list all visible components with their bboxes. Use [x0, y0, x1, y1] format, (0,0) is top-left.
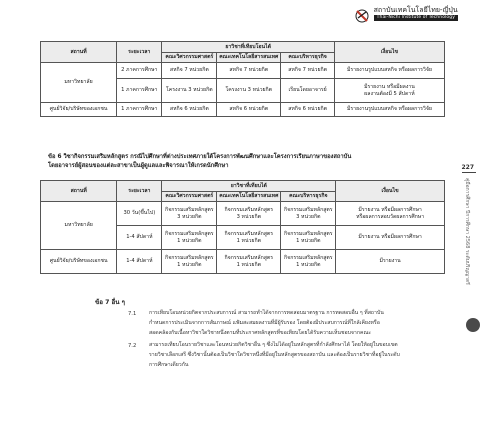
- cell-duration: 1-4 สัปดาห์: [117, 226, 162, 250]
- it-line-1: กิจกรรมเสริมหลักสูตร: [224, 206, 274, 213]
- cell-eng: [162, 250, 217, 274]
- cell-eng: สหกิจ 6 หน่วยกิต: [162, 103, 217, 117]
- ba-line-2: 1 หน่วยกิต: [296, 237, 321, 244]
- cond-line-1: มีรายงาน หรือมีผลการศึกษา: [358, 206, 422, 213]
- table-row: [41, 63, 445, 79]
- cell-condition: มีรายงานรูปแบบสหกิจ หรือผลการวิจัย: [334, 103, 444, 117]
- side-running-title: คู่มือการศึกษา ปีการศึกษา 2568 ระดับปริญญาตรี: [464, 178, 470, 285]
- table-row: [41, 250, 445, 274]
- table-row: [41, 103, 445, 117]
- cell-ba: สหกิจ 7 หน่วยกิต: [281, 63, 335, 79]
- clause-6-line-1: ข้อ 6 วิชากิจกรรมเสริมหลักสูตร กรณีไปศึกษาที่ต่างประเทศภายใต้โครงการพัฒนศึกษาและโครงการเรียนภาษาของสถาบัน: [48, 154, 352, 160]
- it-line-1: กิจกรรมเสริมหลักสูตร: [224, 254, 274, 261]
- cell-place: มหาวิทยาลัย: [41, 63, 117, 103]
- header-business: คณะบริหารธุรกิจ: [281, 192, 336, 202]
- cell-place: ศูนย์วิจัย/บริษัทของเอกชน: [41, 250, 117, 274]
- item-7-2-line-3: การศึกษาเดียวกัน: [149, 362, 189, 368]
- cell-duration: 30 วัน(ขึ้นไป): [117, 202, 162, 226]
- cell-duration: 1 ภาคการศึกษา: [117, 79, 162, 103]
- cell-ba: [281, 250, 336, 274]
- item-7-1-line-1: การเทียบโอนหน่วยกิตจากประสบการณ์ สามารถทำได้จากการทดสอบมาตรฐาน การทดสอบอื่น ๆ ที่สถาบัน: [149, 310, 384, 316]
- eng-line-1: กิจกรรมเสริมหลักสูตร: [165, 206, 214, 213]
- it-line-2: 3 หน่วยกิต: [236, 213, 261, 220]
- clause-6-line-2: โดยอาจารย์ผู้สอนของแต่ละสาขาเป็นผู้ดูแลและพิจารณาให้เกรดนักศึกษา: [48, 163, 229, 169]
- cell-place: มหาวิทยาลัย: [41, 202, 117, 250]
- cell-eng: [162, 226, 217, 250]
- cond-line-2: ผลงานต้องมี 5 สัปดาห์: [364, 90, 415, 97]
- cell-ba: สหกิจ 6 หน่วยกิต: [281, 103, 335, 117]
- eng-line-2: 1 หน่วยกิต: [177, 261, 202, 268]
- cell-duration: 2 ภาคการศึกษา: [117, 63, 162, 79]
- cell-place: ศูนย์วิจัย/บริษัทของเอกชน: [41, 103, 117, 117]
- ba-line-2: 3 หน่วยกิต: [296, 213, 321, 220]
- header-it: คณะเทคโนโลยีสารสนเทศ: [217, 192, 281, 202]
- header-business: คณะบริหารธุรกิจ: [281, 53, 335, 63]
- cell-it: [217, 202, 281, 226]
- side-tab-marker: [466, 318, 480, 332]
- cell-it: สหกิจ 6 หน่วยกิต: [217, 103, 281, 117]
- header-place: สถานที่: [41, 181, 117, 202]
- page-number: 227: [461, 164, 474, 171]
- header-engineering: คณะวิศวกรรมศาสตร์: [162, 53, 217, 63]
- item-7-1-number: 7.1: [128, 311, 137, 317]
- it-line-1: กิจกรรมเสริมหลักสูตร: [224, 230, 274, 237]
- header-engineering: คณะวิศวกรรมศาสตร์: [162, 192, 217, 202]
- cell-it: [217, 250, 281, 274]
- institute-logo-icon: [354, 7, 370, 23]
- cell-condition: มีรายงานรูปแบบสหกิจ หรือผลการวิจัย: [334, 63, 444, 79]
- cell-condition: [334, 79, 444, 103]
- it-line-2: 1 หน่วยกิต: [236, 237, 261, 244]
- cell-eng: โครงงาน 3 หน่วยกิต: [162, 79, 217, 103]
- institute-name-thai: สถาบันเทคโนโลยีไทย-ญี่ปุ่น: [373, 6, 458, 14]
- item-7-2-line-2: รายวิชาเลือกเสรี ซึ่งวิชานั้นต้องเป็นวิชาใดวิชาหนึ่งที่มีอยู่ในหลักสูตรของสถาบัน และต้องเป็นรายวิชาที่อยู่ในระดับ: [149, 352, 400, 358]
- cell-it: โครงงาน 3 หน่วยกิต: [217, 79, 281, 103]
- institute-name-english: Thai-Nichi Institute of Technology: [374, 15, 458, 21]
- ba-line-1: กิจกรรมเสริมหลักสูตร: [284, 254, 333, 261]
- eng-line-2: 3 หน่วยกิต: [177, 213, 202, 220]
- cond-line-2: หรือผลการสอบวัดผลการศึกษา: [356, 213, 425, 220]
- table-row: [41, 202, 445, 226]
- cell-ba: เรียนโดยอาจารย์: [281, 79, 335, 103]
- cell-condition: มีรายงาน หรือมีผลการศึกษา: [336, 226, 445, 250]
- cell-ba: [281, 226, 336, 250]
- cell-eng: [162, 202, 217, 226]
- header-it: คณะเทคโนโลยีสารสนเทศ: [217, 53, 281, 63]
- clause-7-title: ข้อ 7 อื่น ๆ: [95, 299, 125, 306]
- cell-it: สหกิจ 7 หน่วยกิต: [217, 63, 281, 79]
- it-line-2: 1 หน่วยกิต: [236, 261, 261, 268]
- header-duration: ระยะเวลา: [117, 181, 162, 202]
- header-condition: เงื่อนไข: [334, 42, 444, 63]
- cell-duration: 1-4 สัปดาห์: [117, 250, 162, 274]
- header-units-group: ยาวิชาที่เทียบโอนได้: [162, 42, 334, 53]
- page-divider: [462, 172, 476, 173]
- header-condition: เงื่อนไข: [336, 181, 445, 202]
- cond-line-1: มีรายงาน หรือมีผลงาน: [364, 83, 415, 90]
- eng-line-2: 1 หน่วยกิต: [177, 237, 202, 244]
- cell-it: [217, 226, 281, 250]
- credit-transfer-table-1: [40, 41, 445, 117]
- item-7-2-line-1: สามารถเทียบโอนรายวิชาและโอนหน่วยกิตวิชาอื่น ๆ ซึ่งไม่ได้อยู่ในหลักสูตรที่กำลังศึกษาได้ โดยให้อยู่ในขอบเขต: [149, 342, 398, 348]
- eng-line-1: กิจกรรมเสริมหลักสูตร: [165, 230, 214, 237]
- item-7-1-line-2: กำหนดการประเมินจากการสัมภาษณ์ แฟ้มสะสมผลงานที่มีผู้รับรอง โดยต้องมีประสบการณ์ที่ใกล้เคียงหรือ: [149, 320, 380, 326]
- ba-line-1: กิจกรรมเสริมหลักสูตร: [284, 206, 333, 213]
- institute-header: [354, 6, 458, 23]
- cell-ba: [281, 202, 336, 226]
- cell-eng: สหกิจ 7 หน่วยกิต: [162, 63, 217, 79]
- header-duration: ระยะเวลา: [117, 42, 162, 63]
- header-units-group: ยาวิชาที่เทียบได้: [162, 181, 336, 192]
- eng-line-1: กิจกรรมเสริมหลักสูตร: [165, 254, 214, 261]
- ba-line-2: 1 หน่วยกิต: [296, 261, 321, 268]
- credit-transfer-table-2: [40, 180, 445, 274]
- cell-condition: มีรายงาน: [336, 250, 445, 274]
- item-7-1-line-3: สอดคล้องกับเนื้อหาวิชาใดวิชาหนึ่งตามที่ประกาศหลักสูตรที่ขอเทียบโดยได้รับความเห็นชอบจากคณะ: [149, 330, 372, 336]
- ba-line-1: กิจกรรมเสริมหลักสูตร: [284, 230, 333, 237]
- header-place: สถานที่: [41, 42, 117, 63]
- cell-condition: [336, 202, 445, 226]
- cell-duration: 1 ภาคการศึกษา: [117, 103, 162, 117]
- item-7-2-number: 7.2: [128, 343, 137, 349]
